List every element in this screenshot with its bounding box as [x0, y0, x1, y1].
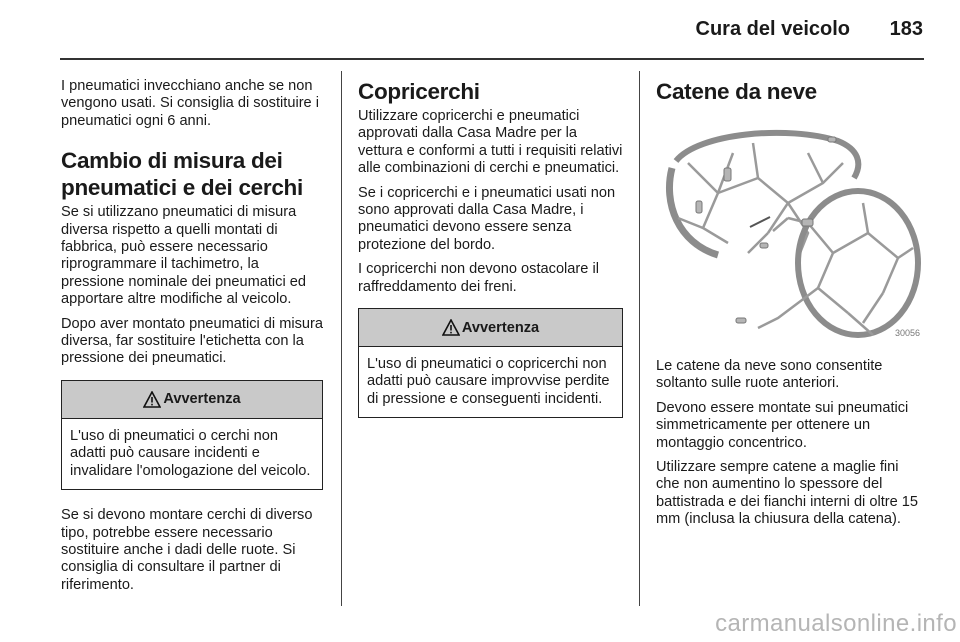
paragraph: I copricerchi non devono ostacolare il raffreddamento dei freni.	[358, 261, 599, 295]
running-header-title: Cura del veicolo	[695, 18, 850, 40]
paragraph: Se si utilizzano pneumatici di misura diversa rispetto a quelli montati di fabbrica, può essere necessario riprogrammare il tachimetro, la pressione nominale dei pneumatici ed apportare altre modifiche al veicolo.	[61, 204, 307, 308]
paragraph: Le catene da neve sono consentite soltanto sulle ruote anteriori.	[656, 358, 883, 392]
paragraph: Utilizzare copricerchi e pneumatici approvati dalla Casa Madre per la vettura e conformi a tutti i requisiti relativi alle combinazioni di cerchi e pneumatici.	[358, 108, 623, 177]
warning-text: L'uso di pneumatici o copricerchi non adatti può causare improvvise perdite di pressione e conseguenti incidenti.	[367, 356, 610, 407]
warning-box	[358, 308, 623, 418]
section-heading-tyre-size: Cambio di misura dei pneumatici e dei cerchi	[61, 148, 303, 201]
warning-title: Avvertenza	[461, 319, 540, 336]
warning-triangle-icon	[442, 319, 460, 336]
warning-title: Avvertenza	[163, 391, 241, 408]
figure-reference-number: 30056	[894, 328, 920, 338]
intro-paragraph: I pneumatici invecchiano anche se non vengono usati. Si consiglia di sostituire i pneumatici ogni 6 anni.	[61, 78, 319, 129]
column-divider	[639, 71, 640, 606]
warning-header	[359, 309, 622, 347]
column-left	[61, 78, 323, 601]
column-divider	[341, 71, 342, 606]
section-heading-wheel-covers: Copricerchi	[358, 79, 480, 104]
warning-box	[61, 380, 323, 490]
warning-triangle-icon	[143, 391, 161, 408]
column-right	[656, 78, 924, 536]
paragraph: Utilizzare sempre catene a maglie fini che non aumentino lo spessore del battistrada e dei fianchi interni di oltre 15 mm (inclusa la chiusura della catena).	[656, 459, 919, 528]
section-heading-snow-chains: Catene da neve	[656, 79, 817, 104]
warning-header	[62, 381, 322, 419]
snow-chain-drawing	[658, 123, 924, 342]
paragraph: Devono essere montate sui pneumatici simmetricamente per ottenere un montaggio concentrico.	[656, 399, 909, 451]
column-middle	[358, 78, 623, 435]
snow-chains-illustration	[658, 123, 924, 342]
warning-text: L'uso di pneumatici o cerchi non adatti può causare incidenti e invalidare l'omologazione del veicolo.	[70, 427, 311, 479]
header-rule	[60, 58, 924, 60]
paragraph: Se i copricerchi e i pneumatici usati non sono approvati dalla Casa Madre, i pneumatici devono essere senza protezione del bordo.	[358, 184, 616, 253]
paragraph: Se si devono montare cerchi di diverso tipo, potrebbe essere necessario sostituire anche i dadi delle ruote. Si consiglia di consultare il partner di riferimento.	[61, 507, 313, 593]
watermark-text: carmanualsonline.info	[715, 610, 957, 637]
page-number: 183	[889, 18, 923, 40]
paragraph: Dopo aver montato pneumatici di misura diversa, far sostituire l'etichetta con la pressione dei pneumatici.	[61, 315, 324, 367]
